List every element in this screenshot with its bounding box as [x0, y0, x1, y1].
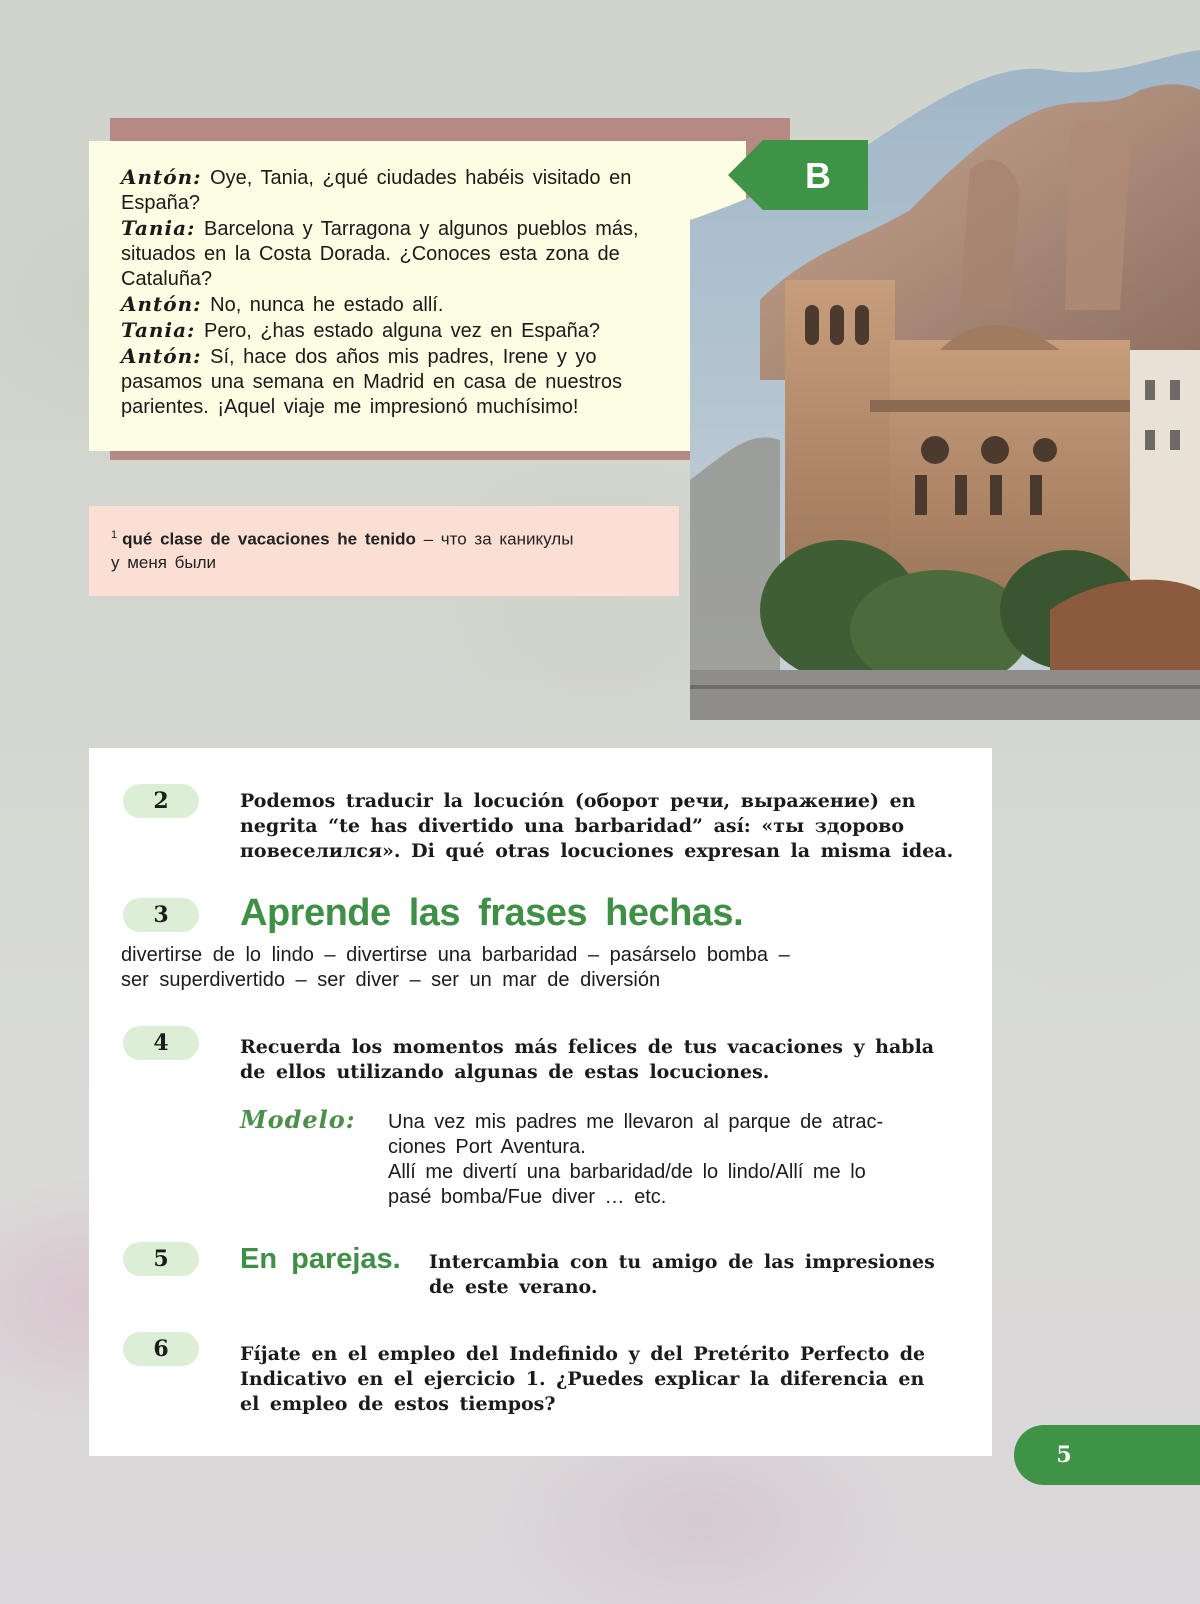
footnote-translation: – что за каникулы: [423, 529, 574, 549]
footnote-marker: 1: [111, 529, 118, 541]
dialogue-line: pasamos una semana en Madrid en casa de nuestros: [121, 371, 622, 393]
exercise-5-title: En parejas.: [240, 1243, 401, 1275]
dialogue-line: Tania: Barcelona y Tarragona y algunos pueblos más,: [121, 216, 639, 240]
dialogue-line: situados en la Costa Dorada. ¿Conoces esta zona de: [121, 243, 620, 265]
dialogue-line: Tania: Pero, ¿has estado alguna vez en España?: [121, 318, 601, 342]
dialogue-text: [121, 165, 715, 420]
dialogue-line: Antón: No, nunca he estado allí.: [121, 292, 444, 316]
footnote-line: у меня были: [111, 552, 217, 572]
footnote-term: qué clase de vacaciones he tenido: [122, 529, 416, 549]
modelo-label: Modelo:: [240, 1105, 356, 1134]
section-b-tag: [728, 140, 868, 210]
dialogue-line: Cataluña?: [121, 268, 213, 290]
exercise-6-instruction: Fíjate en el empleo del Indefinido y del Pretérito Perfecto de Indicativo en el ejercicio 1. ¿Puedes explicar la diferencia en el empleo de estos tiempos?: [240, 1343, 926, 1415]
exercise-number-badge: 5: [123, 1242, 199, 1276]
exercise-number-badge: 2: [123, 784, 199, 818]
section-letter: B: [805, 155, 831, 196]
exercise-number-badge: 3: [123, 898, 199, 932]
modelo-text: Una vez mis padres me llevaron al parque de atrac- ciones Port Aventura. Allí me divertí una barbaridad/de lo lindo/Allí me lo pasé bomba/Fue diver … etc.: [388, 1111, 884, 1208]
exercise-number-badge: 4: [123, 1026, 199, 1060]
page-number: 5: [1056, 1442, 1072, 1468]
dialogue-line: España?: [121, 192, 200, 214]
page-number-tab: [1014, 1425, 1200, 1485]
footnote: [89, 506, 679, 596]
exercise-5-instruction: Intercambia con tu amigo de las impresiones de este verano.: [429, 1251, 935, 1298]
exercise-3-title: Aprende las frases hechas.: [240, 892, 744, 934]
exercise-4-instruction: Recuerda los momentos más felices de tus vacaciones y habla de ellos utilizando algunas de estas locuciones.: [240, 1036, 935, 1083]
footnote-line: [111, 524, 659, 551]
dialogue-line: Antón: Sí, hace dos años mis padres, Irene y yo: [121, 344, 597, 368]
exercise-2-instruction: Podemos traducir la locución (оборот речи, выражение) en negrita “te has divertido una barbaridad” así: «ты здорово повеселился». Di qué otras locuciones expresan la misma idea.: [240, 790, 954, 862]
exercise-number-badge: 6: [123, 1332, 199, 1366]
exercise-3-phrases: divertirse de lo lindo – divertirse una barbaridad – pasárselo bomba – ser superdivertido – ser diver – ser un mar de diversión: [121, 944, 790, 991]
dialogue-line: Antón: Oye, Tania, ¿qué ciudades habéis visitado en: [121, 165, 632, 189]
exercise-panel: [89, 748, 992, 1456]
dialogue-line: parientes. ¡Aquel viaje me impresionó muchísimo!: [121, 396, 579, 418]
